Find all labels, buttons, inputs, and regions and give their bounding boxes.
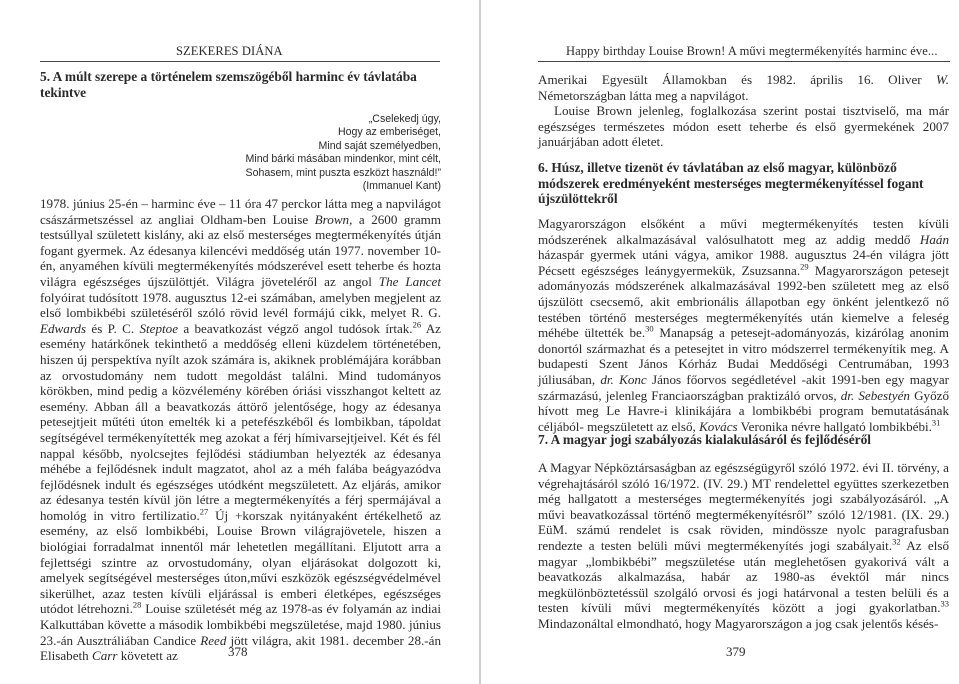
right-top-body [538, 72, 949, 150]
footnote-ref: 30 [645, 323, 654, 334]
section-5-heading-block [40, 69, 441, 100]
section-heading-6: 6. Húsz, illetve tizenöt év távlatában az első magyar, különböző módszerek eredményeként mesterséges megtermékenyítéssel fogant újszülöttekről [538, 160, 924, 207]
section-6-body [538, 216, 949, 434]
quote-line: Hogy az emberiséget, [337, 126, 441, 139]
footnote-ref: 26 [412, 319, 422, 330]
header-rule-right [538, 61, 950, 62]
quote-line: Mind saját személyedben, [318, 139, 441, 152]
left-body [40, 196, 441, 664]
quote-attribution: (Immanuel Kant) [362, 180, 441, 193]
section-7-heading-block [538, 432, 949, 448]
body-paragraph: Amerikai Egyesült Államokban és 1982. április 16. Oliver W. Németországban látta meg a napvilágot. [538, 72, 949, 103]
page-number-right: 379 [726, 644, 746, 659]
running-head-right: Happy birthday Louise Brown! A művi megtermékenyítés harminc éve... [566, 44, 938, 58]
right-page [480, 0, 959, 684]
section-7-body [538, 460, 949, 632]
footnote-ref: 28 [132, 600, 142, 611]
quote-line: Mind bárki másában mindenkor, mint célt, [245, 153, 441, 166]
section-heading-5: 5. A múlt szerepe a történelem szemszögéből harminc év távlatába tekintve [40, 69, 417, 100]
body-paragraph: Louise Brown jelenleg, foglalkozása szerint postai tisztviselő, ma már egészséges természetes módon esett teherbe és első gyermekének 2007 januárjában adott életet. [538, 103, 949, 150]
epigraph-quote [200, 113, 441, 193]
body-paragraph: Magyarországon elsőként a művi megtermékenyítés testen kívüli módszerének alkalmazásával valósulhatott meg az addig meddő Haán házaspár gyermek utáni vágya, amikor 1988. augusztus 24-én világra jött Pécsett egészséges leánygyermekük, Zsuzsanna.$^{29}$ Magyarországon petesejt adományozás módszerének alkalmazásával 1992-ben született meg az első újszülött csecsemő, akit embrionális állapotban egy önként jelentkező nő testében történő mesterséges megtermékenyítés után kiemelve a feleség méhébe ültették be.$^{30}$ Manapság a petesejt-adományozás, kizárólag anonim donortól származhat és a petesejtet in vitro módszerrel termékenyítik meg. A budapesti Szent János Kórház Budai Meddőségi Centrumában, 1993 júliusában, dr. Konc János főorvos segédletével -akit 1991-ben egy magyar származású, jelenleg Franciaországban praktizáló orvos, dr. Sebestyén Győző hívott meg Le Havre-i klinikájára a lombikbébi program bemutatásának céljából- megszületett az első, Kovács Veronika névre hallgató lombikbébi.$^{31}$ [538, 216, 950, 434]
footnote-ref: 29 [800, 261, 809, 272]
header-rule-left [40, 61, 440, 62]
page-number-left: 378 [228, 644, 248, 659]
section-heading-7: 7. A magyar jogi szabályozás kialakulásáról és fejlődéséről [538, 432, 872, 447]
footnote-ref: 33 [940, 598, 949, 609]
footnote-ref: 27 [199, 506, 209, 517]
section-6-heading-block [538, 160, 949, 207]
quote-line: „Cselekedj úgy, [368, 113, 441, 125]
body-paragraph: 1978. június 25-én – harminc éve – 11 óra 47 perckor látta meg a napvilágot császármetszéssel az angliai Oldham-ben Louise Brown, a 2600 gramm testsúllyal született kislány, aki az első mesterséges megtermékenyítés útján fogant gyermek. Az édesanya kilencévi meddőség után 1977. november 10-én, anyaméhen kívüli megtermékenyítés módszerével esett teherbe és hozta világra egészséges újszülöttjét. Világra jöveteléről az angol The Lancet folyóirat tudósított 1978. augusztus 12-ei számában, amelyben megjelent az első lombikbébi születéséről szóló rövid levél formájú cikk, melyet R. G. Edwards és P. C. Steptoe a beavatkozást végző angol tudósok írtak.$^{26}$ Az esemény határkőnek tekinthető a meddőség elleni küzdelem történetében, hiszen új perspektíva nyílt azok számára is, akiknek problémájára korábban az orvostudomány nem tudott megoldást találni. Mind tudományos körökben, mind pedig a közvélemény körében óriási visszhangot keltett az esemény. Abban áll a beavatkozás áttörő jelentősége, hogy az édesanya petesejtjeit műtéti úton emelték ki a petefészkéből és lombikban, tápoldat segítségével termékenyítették meg azokat a férj hímivarsejtjeivel. Két és fél nappal később, nyolcsejtes fejlődési stádiumban helyezték az édesanya méhébe a fejlődésnek indult magzatot, ahol az a méh falába beágyazódva fejlődésnek indult és egészséges utódként megszületett. Az eljárás, amikor az édesanya testén kívül jön létre a megtermékenyítés a férj spermájával a homológ in vitro fertilizatio.$^{27}$ Új +korszak nyitányaként értékelhető az esemény, az első lombikbébi, Louise Brown világrajövetele, hiszen a biológiai forradalmat innentől már lehetetlen megállítani. Eljutott arra a fejlettségi szintre az orvostudomány, olyan eljárásokat dolgozott ki, amelyek segítségével mesterséges úton,művi eszközök egészségvédelmével sikerülhet, azaz testen kívüli eljárással is emberi életképes, egészséges utódot létrehozni.$^{28}$ Louise születését még az 1978-as év folyamán az indiai Kalkuttában követte a második lombikbébi megszületése, majd 1980. június 23.-án Ausztráliában Candice Reed jött világra, akit 1981. december 28.-án Elisabeth Carr követett az [40, 196, 442, 664]
running-head-left: SZEKERES DIÁNA [176, 44, 283, 58]
footnote-ref: 31 [931, 417, 941, 428]
footnote-ref: 32 [892, 536, 901, 547]
body-paragraph: A Magyar Népköztársaságban az egészségügyről szóló 1972. évi II. törvény, a végrehajtásáról szóló 16/1972. (IV. 29.) MT rendelettel együttes szerkezetben még hallgatott a mesterséges megtermékenyítés jogi szabályozásáról. „A művi beavatkozással történő megtermékenyítésről” szóló 12/1981. (IX. 29.) EüM. számú rendelet is csak röviden, mindössze nyolc paragrafusban rendezte a testen belüli művi megtermékenyítés jogi szabályait.$^{32}$ Az első magyar „lombikbébi” megszületése után meglehetősen gyakorivá vált a beavatkozás alkalmazása, habár az 1980-as évektől már nincs megkülönböztetéssül szolgáló orvosi és jogi határvonal a testen belüli és a testen kívüli művi megtermékenyítés között a jogi gyakorlatban.$^{33}$ Mindazonáltal elmondható, hogy Magyarországon a jog csak jelentős késés- [538, 460, 949, 631]
quote-line: Sohasem, mint puszta eszközt használd!” [245, 166, 441, 179]
